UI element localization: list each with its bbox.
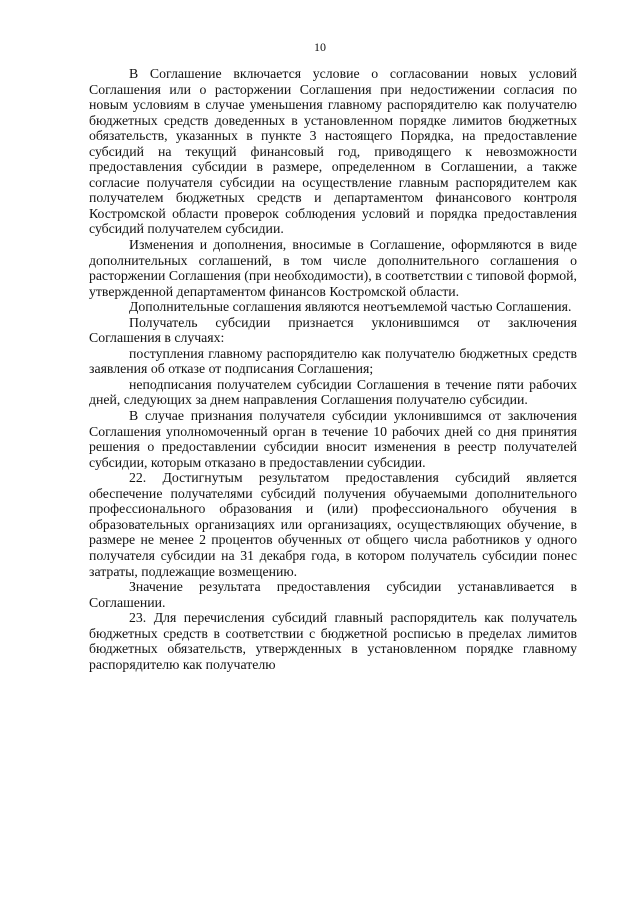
paragraph-evasion-case-not-signed: неподписания получателем субсидии Соглашения в течение пяти рабочих дней, следующих за днем направления Соглашения получателю субсидии.	[89, 376, 577, 408]
paragraph-clause-22-result: 22. Достигнутым результатом предоставления субсидий является обеспечение получателями субсидий получения обучаемыми дополнительного профессионального образования и (или) профессионального обучения в образовательных организациях или организациях, осуществляющих обучение, в размере не менее 2 процентов обученных от общего числа работников у одного получателя субсидии на 31 декабря года, в котором получатель субсидии понес затраты, подлежащие возмещению.	[89, 470, 577, 579]
document-body	[89, 66, 577, 672]
paragraph-agreement-conditions: В Соглашение включается условие о согласовании новых условий Соглашения или о расторжении Соглашения при недостижении согласия по новым условиям в случае уменьшения главному распорядителю как получателю бюджетных средств доведенных в установленном порядке лимитов бюджетных обязательств, указанных в пункте 3 настоящего Порядка, на предоставление субсидий на текущий финансовый год, приводящего к невозможности предоставления субсидии в размере, определенном в Соглашении, а также согласие получателя субсидии на осуществление главным распорядителем как получателем бюджетных средств и департаментом финансового контроля Костромской области проверок соблюдения условий и порядка предоставления субсидий получателем субсидии.	[89, 66, 577, 237]
paragraph-registry-changes: В случае признания получателя субсидии уклонившимся от заключения Соглашения уполномоченный орган в течение 10 рабочих дней со дня принятия решения о предоставлении субсидии вносит изменения в реестр получателей субсидии, которым отказано в предоставлении субсидии.	[89, 408, 577, 470]
paragraph-evasion-intro: Получатель субсидии признается уклонившимся от заключения Соглашения в случаях:	[89, 314, 577, 346]
paragraph-evasion-case-refusal: поступления главному распорядителю как получателю бюджетных средств заявления об отказе от подписания Соглашения;	[89, 345, 577, 377]
page-number: 10	[314, 40, 326, 54]
paragraph-result-value: Значение результата предоставления субсидии устанавливается в Соглашении.	[89, 579, 577, 610]
paragraph-additional-agreements: Дополнительные соглашения являются неотъемлемой частью Соглашения.	[129, 299, 572, 315]
paragraph-clause-23-transfer: 23. Для перечисления субсидий главный распорядитель как получатель бюджетных средств в соответствии с бюджетной росписью в пределах лимитов бюджетных обязательств, утвержденных в установленном порядке главному распорядителю как получателю	[89, 610, 577, 672]
paragraph-amendments: Изменения и дополнения, вносимые в Соглашение, оформляются в виде дополнительных соглашений, в том числе дополнительного соглашения о расторжении Соглашения (при необходимости), в соответствии с типовой формой, утвержденной департаментом финансов Костромской области.	[89, 237, 577, 299]
